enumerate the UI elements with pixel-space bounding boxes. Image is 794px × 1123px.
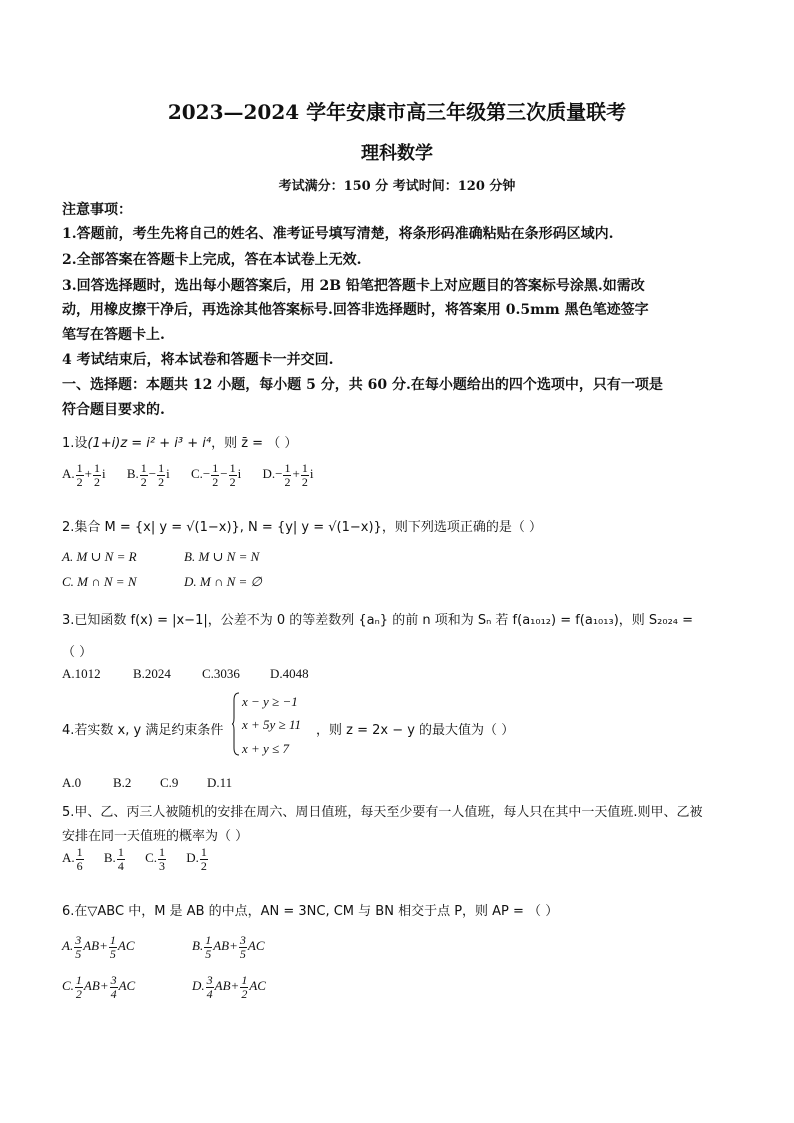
q2-option-d: D. M ∩ N = ∅ [184,574,262,589]
exam-info: 考试满分：150 分 考试时间：120 分钟 [278,179,516,194]
q1-option-c: C.− $\frac{1}{2}$ − $\frac{1}{2}$ i [191,461,242,489]
constraint-2: x + 5y ≥ 11 [242,717,301,732]
q2-option-b: B. M ∪ N = N [184,549,260,564]
question-2: 2.集合 M = {x| y = √(1−x)}, N = {y| y = √(1−x)}，则下列选项正确的是（ ） [62,520,542,535]
section-heading: 一、选择题：本题共 12 小题，每小题 5 分，共 60 分.在每小题给出的四个选项中，只有一项是 [62,377,663,393]
question-5: 5.甲、乙、丙三人被随机的安排在周六、周日值班，每天至少要有一人值班，每人只在其中一天值班.则甲、乙被 [62,805,703,820]
question-4-suffix: ，则 z = 2x − y 的最大值为（ ） [316,723,515,738]
question-5-cont: 安排在同一天值班的概率为（ ） [62,829,249,844]
question-1: 1.设(1+i)z = i² + i³ + i⁴，则 z̄ = （ ） [62,436,298,451]
q6-option-c: C. $\frac{1}{2}$ AB+ $\frac{3}{4}$ AC [62,973,136,1001]
constraint-3: x + y ≤ 7 [242,741,289,756]
q1-option-b: B. $\frac{1}{2}$ − $\frac{1}{2}$ i [126,461,170,489]
q3-option-b: B.2024 [133,666,171,681]
q1-options [62,462,313,488]
q4-option-d: D.11 [207,775,233,790]
q2-option-c: C. M ∩ N = N [62,574,137,589]
notice-heading: 注意事项： [62,202,132,218]
subject-title: 理科数学 [361,143,433,164]
q6-option-b: B. $\frac{1}{5}$ AB+ $\frac{3}{5}$ AC [192,933,265,961]
q6-option-d: D. $\frac{3}{4}$ AB+ $\frac{1}{2}$ AC [192,973,266,1001]
section-heading-cont: 符合题目要求的. [62,402,165,418]
notice-item: 2.全部答案在答题卡上完成，答在本试卷上无效. [62,252,362,268]
q5-options [62,846,209,872]
q6-option-a: A. $\frac{3}{5}$ AB+ $\frac{1}{5}$ AC [62,933,135,961]
question-3: 3.已知函数 f(x) = |x−1|，公差不为 0 的等差数列 {aₙ} 的前 n 项和为 Sₙ 若 f(a₁₀₁₂) = f(a₁₀₁₃)，则 S₂₀₂₄ = [62,613,694,628]
q3-option-d: D.4048 [270,666,309,681]
q1-option-d: D.− $\frac{1}{2}$ + $\frac{1}{2}$ i [262,461,314,489]
q3-option-c: C.3036 [202,666,240,681]
constraint-brace [232,692,240,756]
q4-option-a: A.0 [62,775,82,790]
exam-title: 2023—2024 学年安康市高三年级第三次质量联考 [167,100,627,124]
q3-option-a: A.1012 [62,666,101,681]
notice-item: 动，用橡皮擦干净后，再选涂其他答案标号.回答非选择题时，将答案用 0.5mm 黑色笔迹签字 [62,302,649,318]
q5-option-c: C. $\frac{1}{3}$ [145,845,165,873]
q5-option-a: A. $\frac{1}{6}$ [62,845,83,873]
q5-option-d: D. $\frac{1}{2}$ [186,845,207,873]
notice-item: 1.答题前，考生先将自己的姓名、准考证号填写清楚，将条形码准确粘贴在条形码区域内. [62,226,614,242]
q4-option-c: C.9 [160,775,179,790]
q1-option-a: A. $\frac{1}{2}$ + $\frac{1}{2}$ i [62,461,106,489]
question-4-prefix: 4.若实数 x, y 满足约束条件 [62,723,224,738]
q4-option-b: B.2 [113,775,132,790]
question-6: 6.在▽ABC 中，M 是 AB 的中点，AN = 3NC, CM 与 BN 相交于点 P，则 AP = （ ） [62,904,559,919]
notice-item: 4 考试结束后，将本试卷和答题卡一并交回. [62,352,334,368]
notice-item: 笔写在答题卡上. [62,327,165,343]
q3-answer-paren: （ ） [62,645,93,660]
constraint-1: x − y ≥ −1 [242,694,298,709]
q2-option-a: A. M ∪ N = R [62,549,137,564]
notice-item: 3.回答选择题时，选出每小题答案后，用 2B 铅笔把答题卡上对应题目的答案标号涂黑.如需改 [62,278,645,294]
q5-option-b: B. $\frac{1}{4}$ [103,845,124,873]
